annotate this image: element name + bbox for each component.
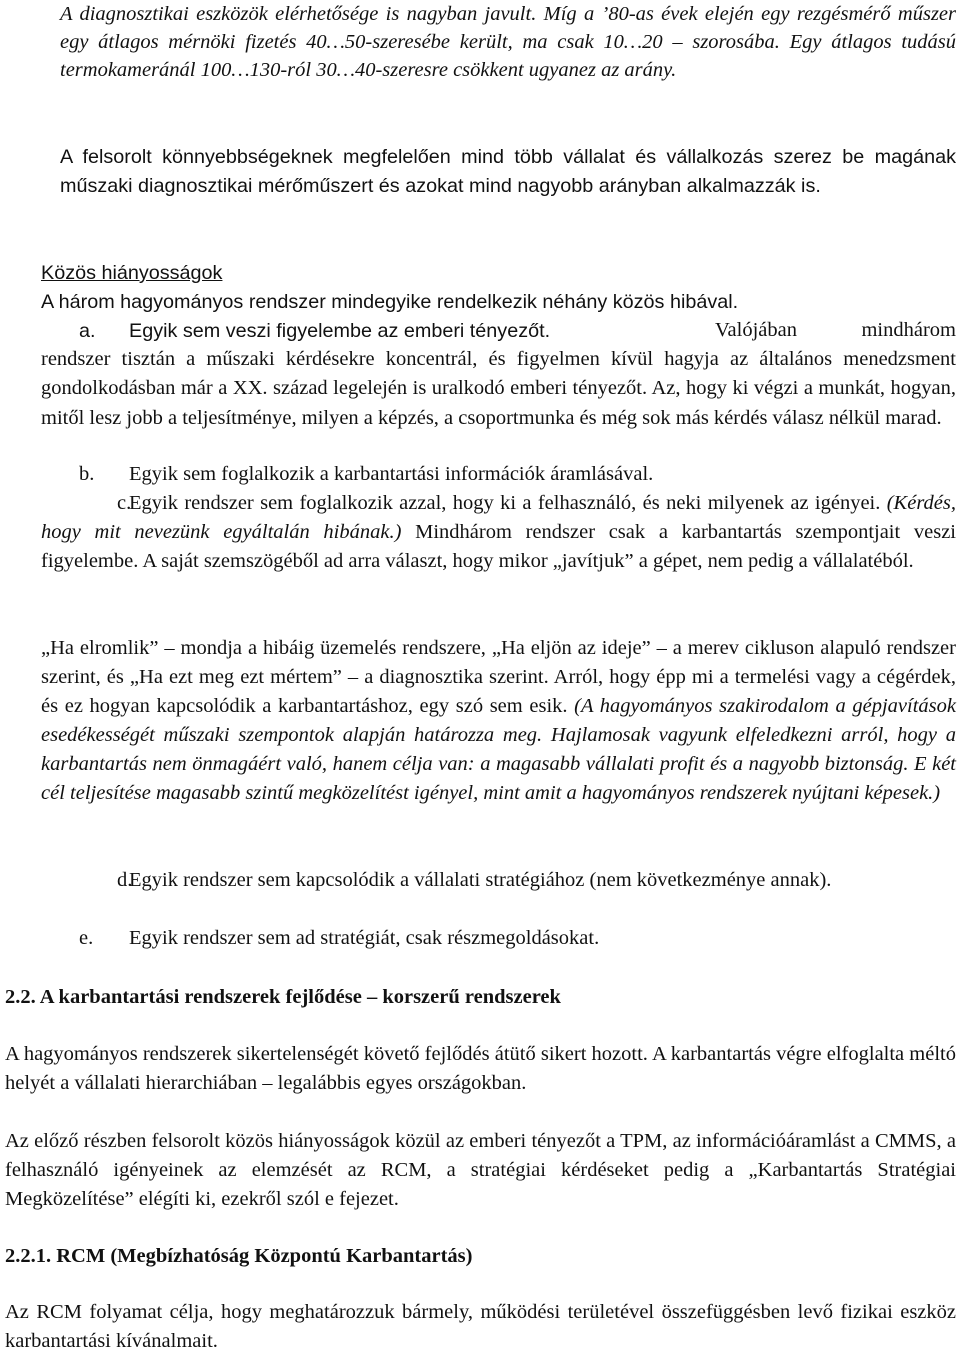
section-heading-2-2-1	[5, 1242, 955, 1271]
rcm-paragraph: Az RCM folyamat célja, hogy meghatározzuk bármely, működési területével összefüggésben levő fizikai eszköz karbantartási kívánalmait.	[5, 1301, 956, 1352]
section-number-2-2: 2.2.	[5, 986, 36, 1008]
section-number-2-2-1: 2.2.1.	[5, 1245, 52, 1267]
ha-elromlik-paragraph	[41, 634, 956, 808]
list-italic-c: (Kérdés, hogy mit nevezünk egyáltalán hibának.)	[41, 492, 957, 543]
list-text-e: Egyik rendszer sem ad stratégiát, csak részmegoldásokat.	[129, 927, 600, 949]
list-text-a: Egyik sem veszi figyelembe az emberi tényezőt.	[129, 320, 551, 342]
section-title-2-2-1: RCM (Megbízhatóság Központú Karbantartás)	[56, 1245, 473, 1267]
kozos-a-body: Valójában mindhárom rendszer tisztán a műszaki kérdésekre koncentrál, és figyelmen kívül hagyja az általános menedzsment gondolkodásban már a XX. század legelején is uralkodó emberi tényezőt. Az, hogy ki végzi a munkát, hogyan, mitől lesz jobb a teljesítménye, milyen a képzés, a csoportmunka és még sok más kérdés válasz nélkül marad.	[41, 319, 956, 429]
list-label-c: c.	[117, 492, 132, 514]
list-label-b: b.	[79, 463, 95, 485]
list-text-d: Egyik rendszer sem kapcsolódik a vállalati stratégiához (nem következménye annak).	[129, 869, 832, 891]
list-item-d	[41, 866, 956, 895]
ha-elromlik-text: „Ha elromlik” – mondja a hibáig üzemelés rendszere, „Ha eljön az ideje” – a merev cikluson alapuló rendszer szerint, és „Ha ezt meg ezt mértem” – a diagnosztika szerint. Arról, hogy épp mi a termelési vagy a cégérdek, és ez hogyan kapcsolódik a karbantartáshoz, egy szó sem esik.	[41, 637, 956, 717]
ha-elromlik-italic: (A hagyományos szakirodalom a gépjavítások esedékességét műszaki szempontok alapján határozza meg. Hajlamosak vagyunk elfeledkezni arról, hogy a karbantartás nem önmagáért való, hanem célja van: a magasabb vállalati profit és a nagyobb biztonság. E két cél teljesítése magasabb szintű megközelítést igényel, mint amit a hagyományos rendszerek nyújtani képesek.)	[41, 695, 956, 804]
felsorolt-paragraph: A felsorolt könnyebbségeknek megfelelően mind több vállalat és vállalkozás szerez be magának műszaki diagnosztikai mérőműszert és azokat mind nagyobb arányban alkalmazzák is.	[60, 146, 956, 197]
elozo-paragraph: Az előző részben felsorolt közös hiányosságok közül az emberi tényezőt a TPM, az információáramlást a CMMS, a felhasználó igényeinek az elemzését az RCM, a stratégiai kérdéseket pedig a „Karbantartás Stratégiai Megközelítése” elégíti ki, ezekről szól e fejezet.	[5, 1130, 956, 1210]
list-item-e	[41, 924, 956, 953]
list-rest-c: Mindhárom rendszer csak a karbantartás szempontjait veszi figyelembe. A saját szemszögéből ad arra választ, hogy mikor „javítjuk” a gépet, nem pedig a vállalatéból.	[41, 521, 957, 572]
intro-paragraph: A diagnosztikai eszközök elérhetősége is nagyban javult. Míg a ’80-as évek elején egy rezgésmérő műszer egy átlagos mérnöki fizetés 40…50-szeresébe került, ma csak 10…20 – szorosába. Egy átlagos tudású termokameránál 100…130-ról 30…40-szeresre csökkent ugyanez az arány.	[60, 3, 956, 81]
list-label-a: a.	[79, 320, 96, 342]
section-title-2-2: A karbantartási rendszerek fejlődése – korszerű rendszerek	[39, 986, 561, 1008]
hagyomanyos-paragraph: A hagyományos rendszerek sikertelenségét követő fejlődés átütő sikert hozott. A karbantartás végre elfoglalta méltó helyét a vállalati hierarchiában – legalábbis egyes országokban.	[5, 1043, 956, 1094]
section-heading-2-2	[5, 983, 955, 1012]
list-label-e: e.	[79, 927, 94, 949]
list-label-d: d.	[117, 869, 133, 891]
kozos-heading: Közös hiányosságok	[41, 262, 223, 284]
list-item-b	[41, 460, 956, 489]
list-text-b: Egyik sem foglalkozik a karbantartási információk áramlásával.	[129, 463, 654, 485]
list-text-c: Egyik rendszer sem foglalkozik azzal, hogy ki a felhasználó, és neki milyenek az igényei.	[129, 492, 881, 514]
kozos-intro: A három hagyományos rendszer mindegyike rendelkezik néhány közös hibával.	[41, 291, 739, 313]
list-item-c	[41, 489, 956, 576]
